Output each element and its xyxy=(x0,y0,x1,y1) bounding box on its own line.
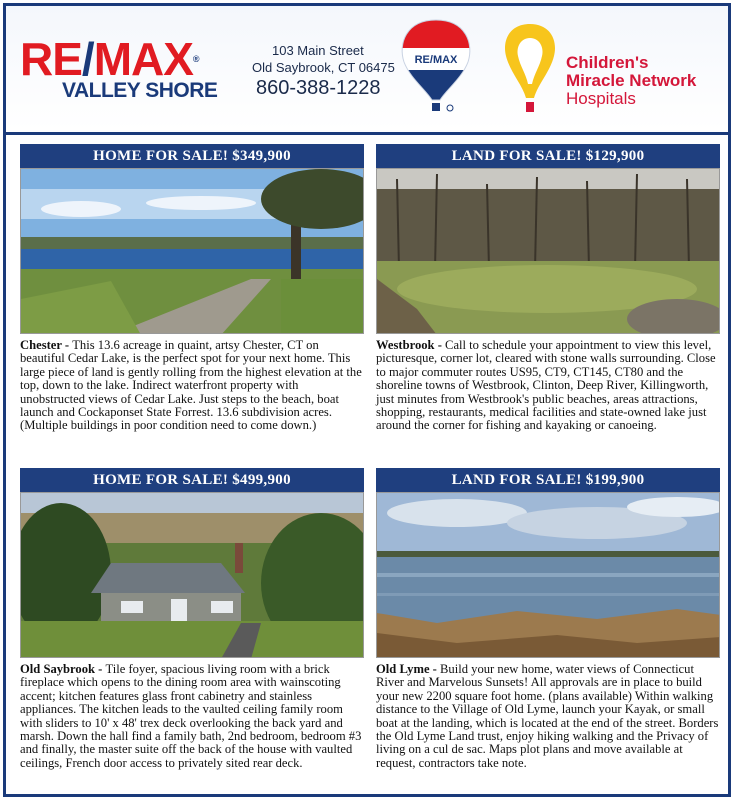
listing-card xyxy=(376,144,720,433)
listing-text: Tile foyer, spacious living room with a brick fireplace which opens to the dining room area with wainscoting accent; kitchen features glass front cabinetry and stainless appliances. The kitchen leads to the vaulted ceiling family room with sliders to 10' x 48' trex deck overlooking the back yard and marsh. Down the hall find a family bath, 2nd bedroom, bedroom #3 and finally, the master suite off the back of the house with vaulted ceilings, French door access to privately sited rear deck. xyxy=(20,662,362,770)
listing-card xyxy=(20,144,364,433)
listing-description xyxy=(20,339,364,433)
header-divider xyxy=(6,132,728,135)
listing-banner: LAND FOR SALE! $129,900 xyxy=(376,144,720,168)
address-line1: 103 Main Street xyxy=(272,43,364,58)
logo-reg: ® xyxy=(192,54,199,64)
listing-town: Old Saybrook - xyxy=(20,662,106,676)
listing-text: Call to schedule your appointment to view this level, picturesque, corner lot, cleared with stone walls surrounding. Close to major commuter routes US95, CT9, CT145, CT80 and the shoreline towns of Westbrook, Clinton, Deep River, Killingworth, just minutes from Westbrook's public beaches, areas attractions, shopping, restaurants, medical facilities and state-owned lake just around the corner for fishing and kayaking or canoeing. xyxy=(376,338,716,433)
listing-banner: HOME FOR SALE! $499,900 xyxy=(20,468,364,492)
logo-max: MAX xyxy=(93,33,193,85)
balloon-label: RE/MAX xyxy=(414,54,458,66)
listing-town: Old Lyme - xyxy=(376,662,441,676)
listing-description xyxy=(376,663,720,770)
listing-town: Westbrook - xyxy=(376,338,446,352)
header xyxy=(6,6,728,130)
logo-re: RE xyxy=(20,33,82,85)
listing-photo-lake-road xyxy=(20,168,364,334)
cmn-balloon-icon xyxy=(500,20,560,118)
listing-photo-river-view xyxy=(376,492,720,658)
charity-name xyxy=(566,54,696,108)
office-name: VALLEY SHORE xyxy=(62,79,218,102)
remax-logo xyxy=(20,33,199,85)
charity-line1: Children's xyxy=(566,53,649,72)
flyer xyxy=(3,3,731,797)
charity-line2: Miracle Network xyxy=(566,71,697,90)
balloon-logo-icon xyxy=(398,18,474,118)
listing-card xyxy=(376,468,720,770)
address-line2: Old Saybrook, CT 06475 xyxy=(252,60,395,75)
charity-line3: Hospitals xyxy=(566,89,636,108)
listing-card xyxy=(20,468,364,770)
phone-number: 860-388-1228 xyxy=(256,77,381,99)
listing-town: Chester - xyxy=(20,338,73,352)
listing-photo-cape-house xyxy=(20,492,364,658)
listing-text: Build your new home, water views of Connecticut River and Marvelous Sunsets! All approvals are in place to build your new 2200 square foot home. (plans available) Within walking distance to the Village of Old Lyme, launch your Kayak, or small boat at the landing, which is located at the end of the street. Borders the Old Lyme Land trust, enjoy hiking walking and the Privacy of living on a cul de sac. Maps plot plans and move available at request, contractors take note. xyxy=(376,662,719,770)
listing-banner: HOME FOR SALE! $349,900 xyxy=(20,144,364,168)
listing-description xyxy=(20,663,364,770)
listing-banner: LAND FOR SALE! $199,900 xyxy=(376,468,720,492)
listing-text: This 13.6 acreage in quaint, artsy Chester, CT on beautiful Cedar Lake, is the perfect spot for your next home. This large piece of land is gently rolling from the highest elevation at the top, down to the lake. Indirect waterfront property with unobstructed views of Cedar Lake. Just steps to the beach, boat launch and Cockaponset State Forrest. 13.6 subdivision acres. (Multiple buildings in poor condition need to come down.) xyxy=(20,338,362,433)
listing-description xyxy=(376,339,720,433)
logo-slash: / xyxy=(81,33,94,85)
listing-photo-field-woods xyxy=(376,168,720,334)
